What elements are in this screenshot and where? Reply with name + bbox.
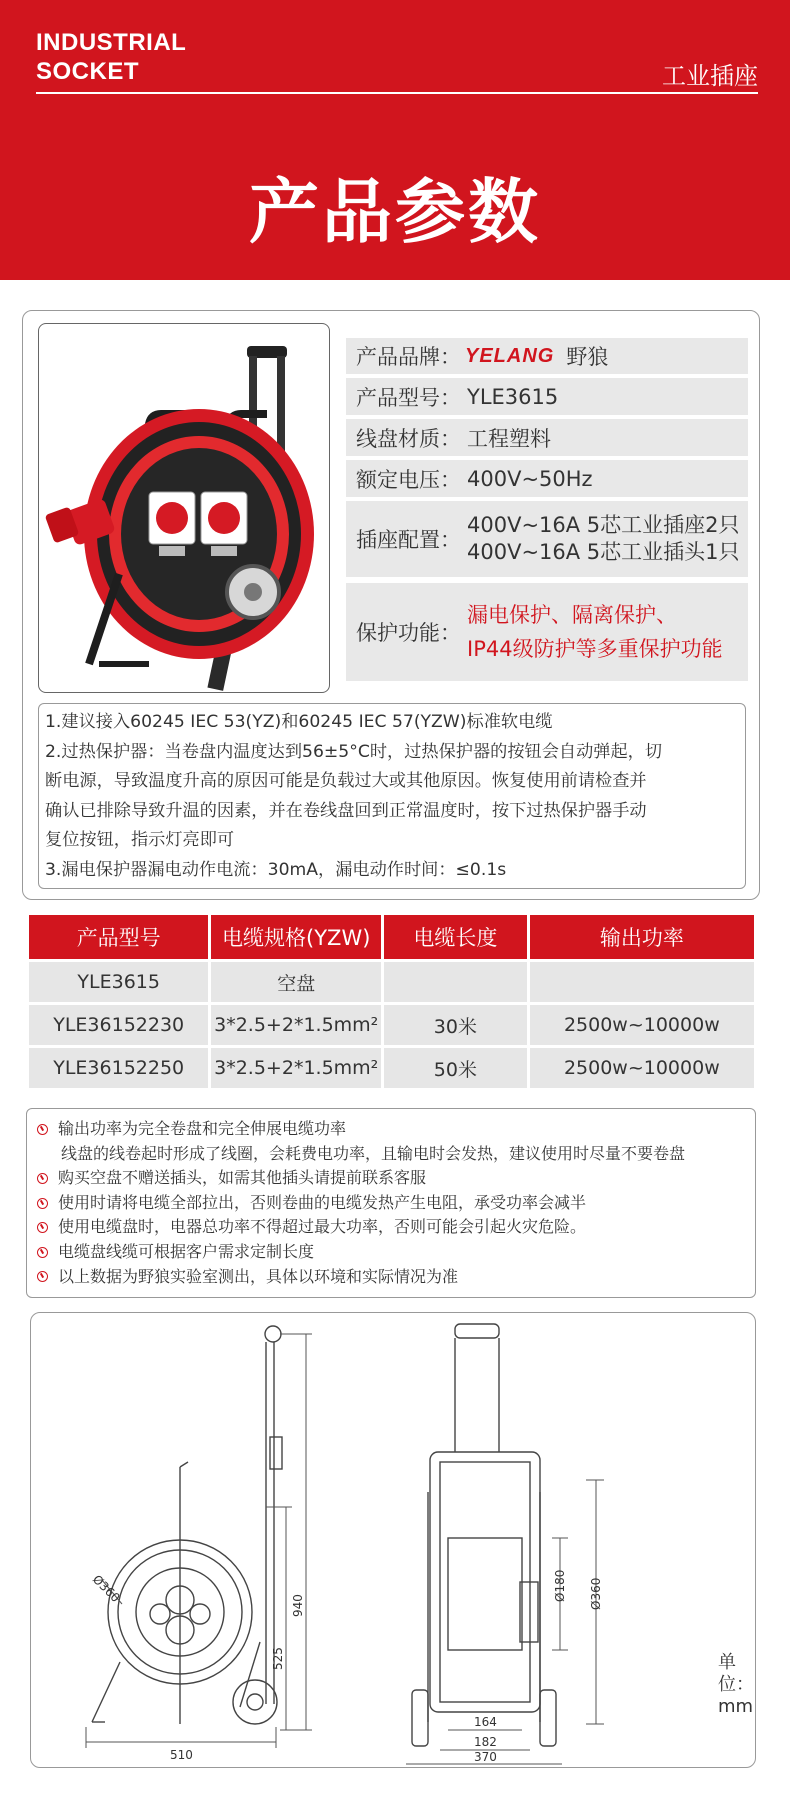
dim-164: 164 [474,1715,497,1729]
dimension-drawing [30,1312,756,1768]
header-title-en [36,28,186,86]
remarks-panel [26,1108,756,1298]
spec-label-material: 线盘材质： [356,426,461,451]
note-line: 2.过热保护器：当卷盘内温度达到56±5°C时，过热保护器的按钮会自动弹起，切 [45,741,663,762]
dim-height-total: 940 [291,1594,305,1617]
header-title-en-line2: SOCKET [36,58,140,85]
table-cell: 3*2.5+2*1.5mm² [211,1048,381,1088]
table-cell: 2500w~10000w [530,1048,754,1088]
remark-text: 购买空盘不赠送插头，如需其他插头请提前联系客服 [58,1168,427,1188]
warning-icon [37,1198,48,1209]
table-row [29,1048,754,1088]
remark-item [37,1166,745,1191]
spec-row-model [346,378,748,415]
spec-value-voltage: 400V~50Hz [467,466,593,491]
spec-value-socket-line1: 400V~16A 5芯工业插座2只 [467,513,740,537]
table-header-cable-length: 电缆长度 [384,915,527,959]
remark-subtext: 线盘的线卷起时形成了线圈，会耗费电功率，且输电时会发热，建议使用时尽量不要卷盘 [61,1143,686,1163]
remark-item [37,1191,745,1216]
warning-icon [37,1173,48,1184]
table-header-output-power: 输出功率 [530,915,754,959]
spec-value-model: YLE3615 [467,384,559,409]
note-line: 确认已排除导致升温的因素，并在卷线盘回到正常温度时，按下过热保护器手动 [45,800,647,821]
spec-label-model: 产品型号： [356,385,461,410]
spec-row-brand [346,338,748,374]
remark-item [37,1265,745,1290]
spec-value-material: 工程塑料 [467,426,551,451]
table-cell: YLE36152250 [29,1048,208,1088]
note-line: 1.建议接入60245 IEC 53(YZ)和60245 IEC 57(YZW)标准软电缆 [45,712,553,732]
table-cell: YLE36152230 [29,1005,208,1045]
spec-row-material [346,419,748,456]
dim-diameter-left: Ø360 [89,1572,123,1606]
table-row [29,1005,754,1045]
spec-value-protect [467,598,723,666]
dim-182: 182 [474,1735,497,1749]
dim-width-left: 510 [170,1748,193,1762]
remark-text: 使用电缆盘时，电器总功率不得超过最大功率，否则可能会引起火灾危险。 [58,1217,587,1237]
warning-icon [37,1222,48,1233]
table-row [29,962,754,1002]
remark-text: 电缆盘线缆可根据客户需求定制长度 [58,1241,315,1261]
table-header-row [29,915,754,959]
notes-panel [38,703,746,889]
spec-label-socket: 插座配置： [356,528,461,552]
spec-value-brand: 野狼 [566,345,609,369]
warning-icon [37,1247,48,1258]
dim-height-axle: 525 [271,1647,285,1670]
remark-item [37,1215,745,1240]
spec-label-protect: 保护功能： [356,621,461,645]
spec-row-protect [346,583,748,681]
remark-item [37,1117,745,1142]
table-cell: 2500w~10000w [530,1005,754,1045]
header-title-en-line1: INDUSTRIAL [36,29,187,56]
note-line: 复位按钮，指示灯亮即可 [45,830,235,850]
spec-value-socket-line2: 400V~16A 5芯工业插头1只 [467,540,740,564]
cable-reel-illustration [39,324,329,692]
model-table [26,912,757,1091]
table-header-cable-spec: 电缆规格(YZW) [211,915,381,959]
table-cell [384,962,527,1002]
brand-logo: YELANG [465,344,555,367]
header-divider [36,92,758,94]
warning-icon [37,1271,48,1282]
unit-label: 单位：mm [718,1652,754,1717]
header-title-cn: 工业插座 [662,62,758,90]
remark-item [37,1240,745,1265]
table-header-model: 产品型号 [29,915,208,959]
table-cell: YLE3615 [29,962,208,1002]
dim-inner-diameter: Ø180 [553,1569,567,1602]
spec-label-brand: 产品品牌： [356,345,461,369]
note-line: 断电源，导致温度升高的原因可能是负载过大或其他原因。恢复使用前请检查并 [45,771,647,791]
spec-label-voltage: 额定电压： [356,467,461,492]
spec-value-protect-line2: IP44级防护等多重保护功能 [467,637,723,661]
spec-value-socket [467,512,740,566]
table-cell: 30米 [384,1005,527,1045]
remark-text: 输出功率为完全卷盘和完全伸展电缆功率 [58,1119,347,1138]
page-title: 产品参数 [249,171,541,253]
spec-value-protect-line1: 漏电保护、隔离保护、 [467,603,677,627]
spec-row-voltage [346,460,748,497]
table-cell: 空盘 [211,962,381,1002]
warning-icon [37,1124,48,1135]
table-cell [530,962,754,1002]
dim-outer-diameter: Ø360 [589,1577,603,1610]
spec-row-socket [346,501,748,577]
table-cell: 3*2.5+2*1.5mm² [211,1005,381,1045]
remark-text: 以上数据为野狼实验室测出，具体以环境和实际情况为准 [58,1266,459,1286]
product-image [38,323,330,693]
table-cell: 50米 [384,1048,527,1088]
dim-370: 370 [474,1750,497,1764]
note-line: 3.漏电保护器漏电动作电流：30mA，漏电动作时间：≤0.1s [45,859,507,880]
remark-text: 使用时请将电缆全部拉出，否则卷曲的电缆发热产生电阻，承受功率会减半 [58,1192,587,1212]
